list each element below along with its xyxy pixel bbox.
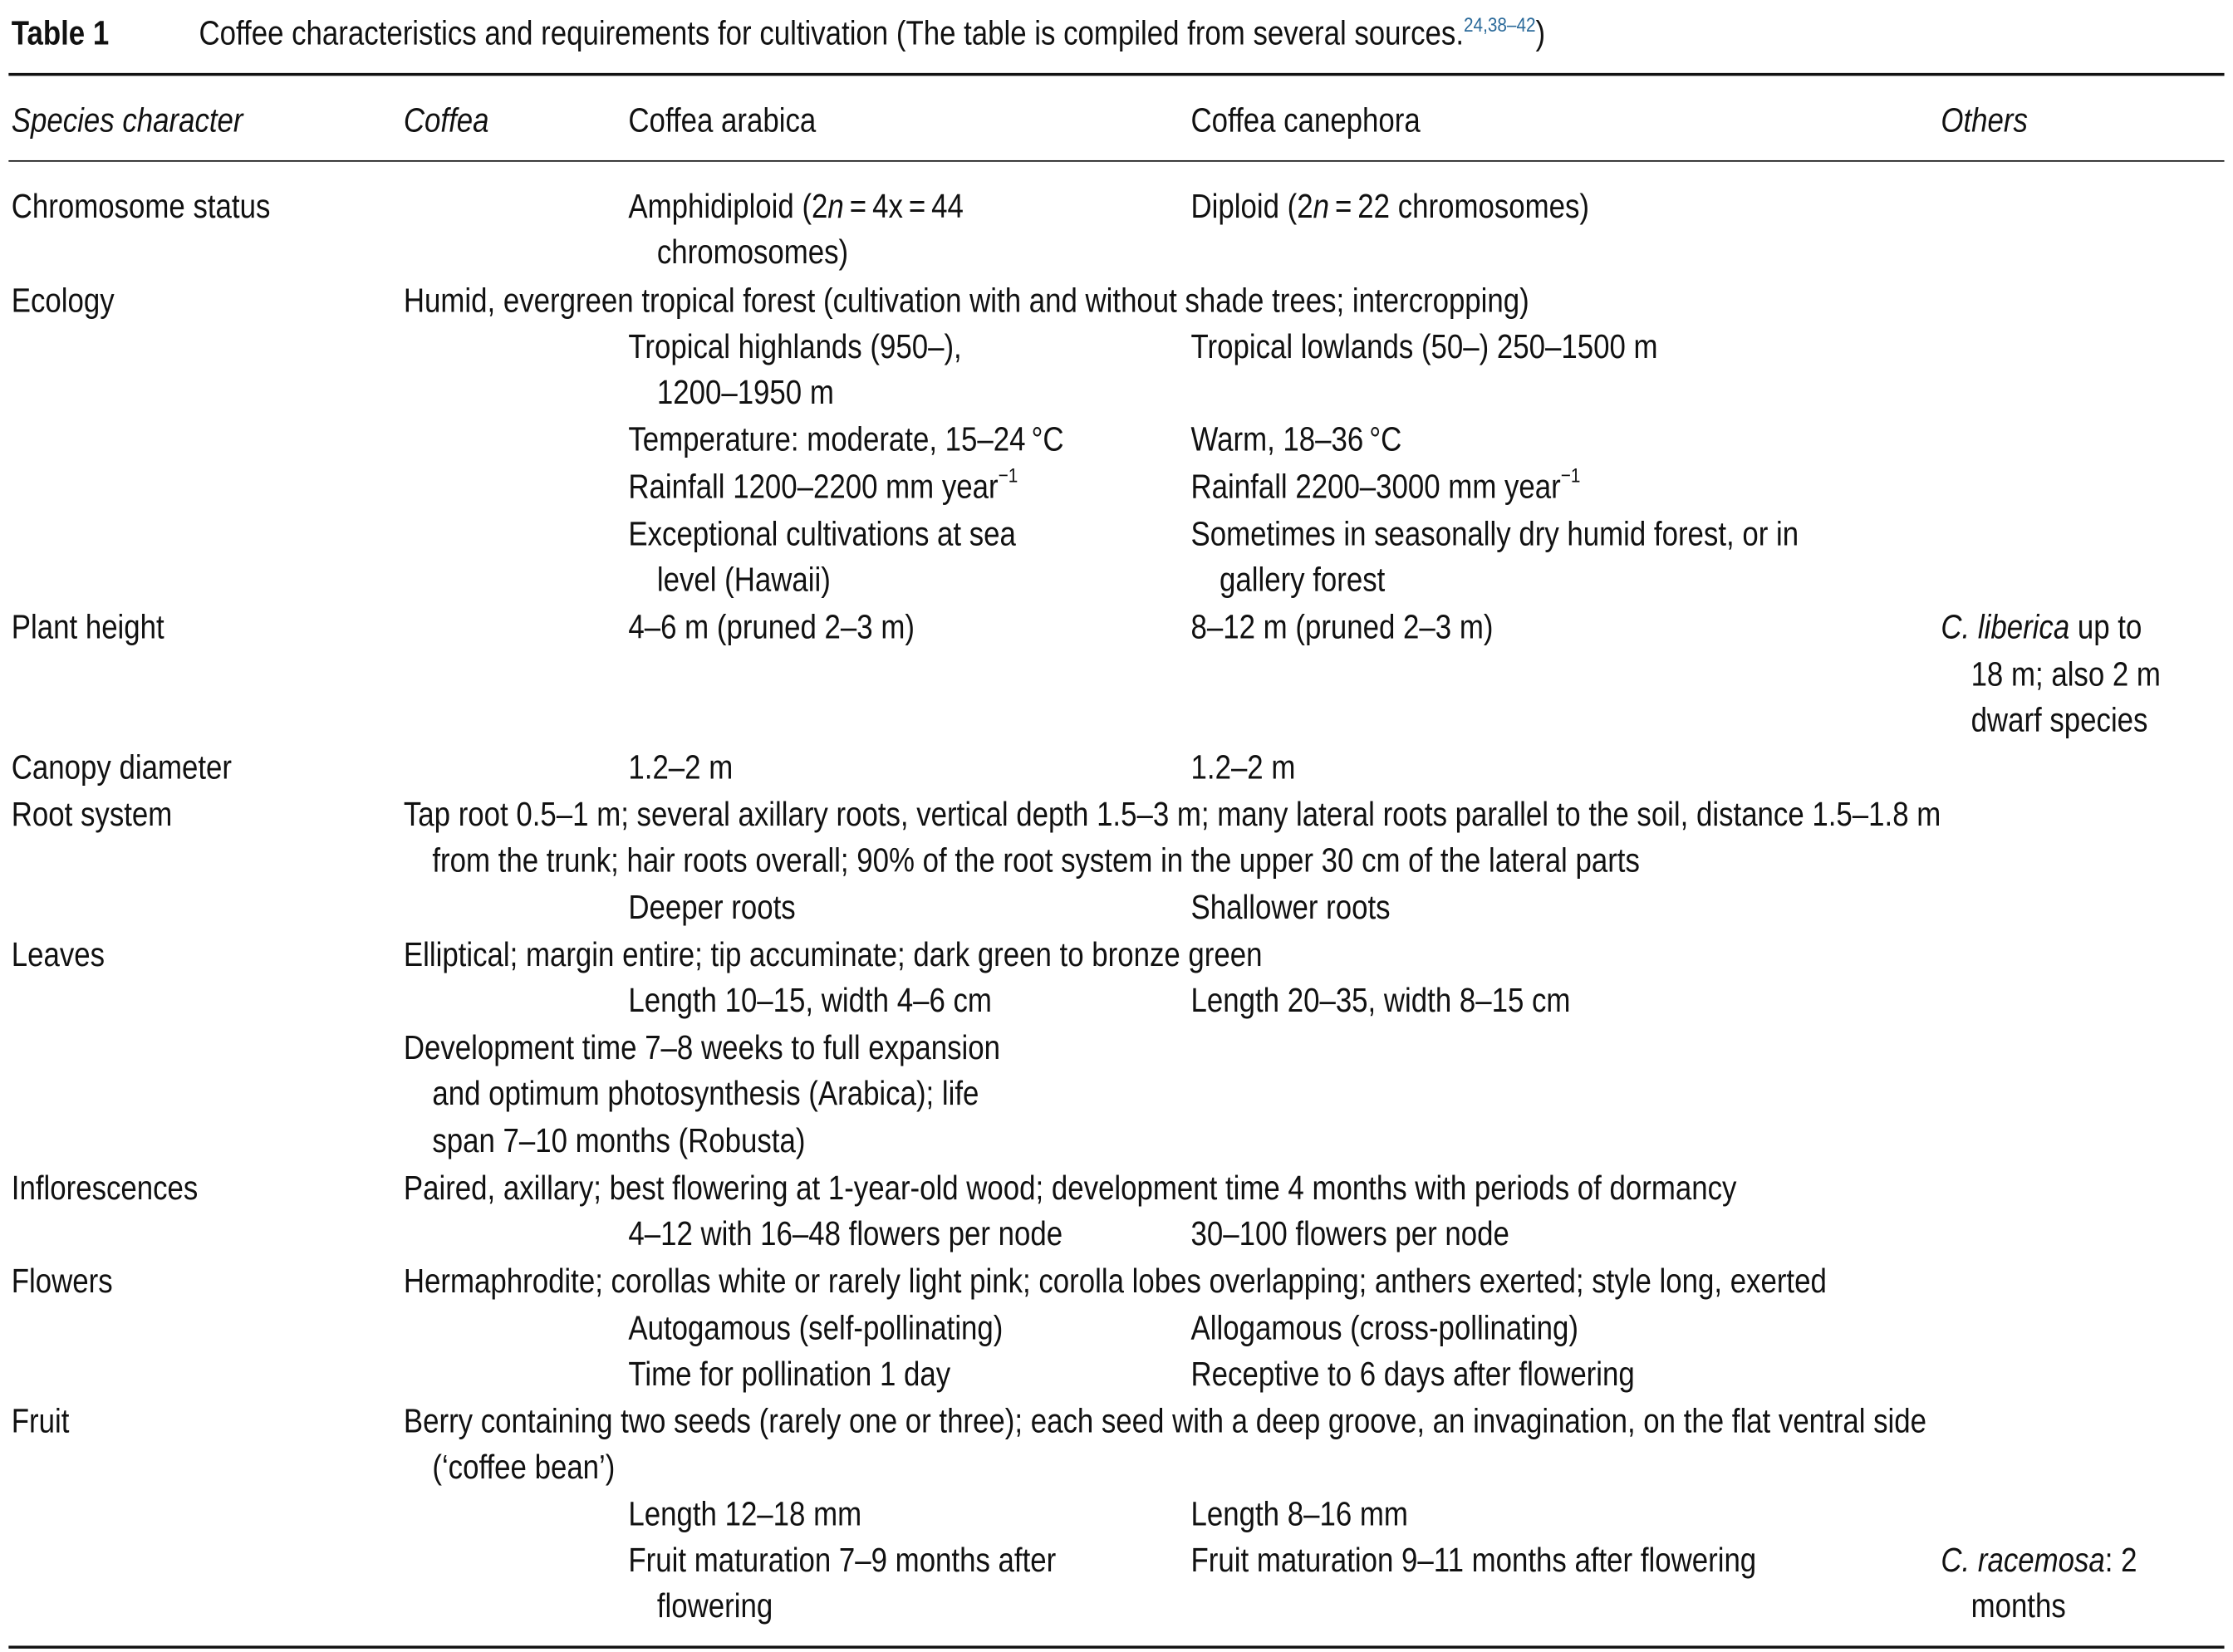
- header-coffea-arabica: Coffea arabica: [628, 101, 817, 140]
- caption-refs[interactable]: 24,38–42: [1464, 12, 1536, 37]
- leaves-development: Development time 7–8 weeks to full expansion: [403, 1028, 1001, 1066]
- fruit-shared-cont: (‘coffee bean’): [432, 1448, 616, 1486]
- root-shared-cont: from the trunk; hair roots overall; 90% of the root system in the upper 30 cm of the lateral parts: [432, 841, 1640, 879]
- header-species-character: Species character: [11, 101, 243, 140]
- leaves-arabica: Length 10–15, width 4–6 cm: [628, 981, 992, 1019]
- header-coffea: Coffea: [403, 101, 489, 140]
- header-others: Others: [1941, 101, 2028, 140]
- bottom-rule: [8, 1645, 2224, 1648]
- ecology-arabica-altitude-cont: 1200–1950 m: [656, 373, 834, 411]
- leaves-canephora: Length 20–35, width 8–15 cm: [1190, 981, 1571, 1019]
- ecology-canephora-forest: Sometimes in seasonally dry humid forest, or in: [1190, 515, 1799, 553]
- root-shared: Tap root 0.5–1 m; several axillary roots, vertical depth 1.5–3 m; many lateral roots parallel to the soil, distance 1.5–1.8 m: [403, 795, 1941, 833]
- height-others-cont-1: 18 m; also 2 m: [1970, 655, 2161, 693]
- flowers-shared: Hermaphrodite; corollas white or rarely light pink; corolla lobes overlapping; anthers exerted; style long, exerted: [403, 1262, 1827, 1300]
- row-label-fruit: Fruit: [11, 1402, 70, 1440]
- flowers-canephora-receptive: Receptive to 6 days after flowering: [1190, 1355, 1635, 1393]
- flowers-arabica-pollination: Autogamous (self-pollinating): [628, 1309, 1004, 1347]
- chromosome-canephora: Diploid (2n = 22 chromosomes): [1190, 187, 1589, 225]
- height-others-cont-2: dwarf species: [1970, 701, 2148, 739]
- header-coffea-canephora: Coffea canephora: [1190, 101, 1421, 140]
- row-label-inflorescences: Inflorescences: [11, 1169, 199, 1207]
- height-arabica: 4–6 m (pruned 2–3 m): [628, 608, 915, 646]
- inflorescences-arabica: 4–12 with 16–48 flowers per node: [628, 1214, 1063, 1252]
- ecology-arabica-exceptional-cont: level (Hawaii): [656, 561, 831, 599]
- table-caption: Coffee characteristics and requirements for cultivation (The table is compiled from several sources.$^{24,38-42}$): [199, 12, 1546, 52]
- chromosome-arabica-cont: chromosomes): [656, 233, 849, 271]
- fruit-arabica-length: Length 12–18 mm: [628, 1495, 862, 1533]
- ecology-arabica-altitude: Tropical highlands (950–),: [628, 327, 962, 365]
- ecology-canephora-temperature: Warm, 18–36 °C: [1190, 420, 1402, 458]
- table-label: Table 1: [11, 14, 110, 52]
- flowers-canephora-pollination: Allogamous (cross-pollinating): [1190, 1309, 1578, 1347]
- flowers-arabica-time: Time for pollination 1 day: [628, 1355, 951, 1393]
- fruit-others-cont: months: [1970, 1586, 2066, 1625]
- root-canephora: Shallower roots: [1190, 888, 1391, 926]
- row-label-flowers: Flowers: [11, 1262, 113, 1300]
- fruit-arabica-maturation-cont: flowering: [656, 1586, 773, 1625]
- ecology-canephora-rainfall: Rainfall 2200–3000 mm year$^{-1}$: [1190, 463, 1581, 506]
- row-label-chromosome-status: Chromosome status: [11, 187, 271, 225]
- row-label-ecology: Ecology: [11, 282, 115, 320]
- root-arabica: Deeper roots: [628, 888, 796, 926]
- inflorescences-shared: Paired, axillary; best flowering at 1-year-old wood; development time 4 months with periods of dormancy: [403, 1169, 1737, 1207]
- chromosome-arabica: Amphidiploid (2n = 4x = 44: [628, 187, 964, 225]
- header-rule: [8, 160, 2224, 162]
- leaves-development-cont-1: and optimum photosynthesis (Arabica); life: [432, 1074, 979, 1112]
- row-label-plant-height: Plant height: [11, 608, 164, 646]
- fruit-others: C. racemosa: 2: [1941, 1541, 2137, 1579]
- ecology-arabica-rainfall: Rainfall 1200–2200 mm year$^{-1}$: [628, 463, 1018, 506]
- height-others: C. liberica up to: [1941, 608, 2142, 646]
- inflorescences-canephora: 30–100 flowers per node: [1190, 1214, 1509, 1252]
- row-label-root-system: Root system: [11, 795, 173, 833]
- leaves-development-cont-2: span 7–10 months (Robusta): [432, 1121, 806, 1159]
- canopy-arabica: 1.2–2 m: [628, 748, 734, 786]
- canopy-canephora: 1.2–2 m: [1190, 748, 1296, 786]
- height-canephora: 8–12 m (pruned 2–3 m): [1190, 608, 1494, 646]
- fruit-canephora-maturation: Fruit maturation 9–11 months after flowering: [1190, 1541, 1757, 1579]
- ecology-arabica-temperature: Temperature: moderate, 15–24 °C: [628, 420, 1064, 458]
- fruit-shared: Berry containing two seeds (rarely one or three); each seed with a deep groove, an invagination, on the flat ventral side: [403, 1402, 1926, 1440]
- row-label-canopy-diameter: Canopy diameter: [11, 748, 232, 786]
- ecology-canephora-altitude: Tropical lowlands (50–) 250–1500 m: [1190, 327, 1658, 365]
- fruit-arabica-maturation: Fruit maturation 7–9 months after: [628, 1541, 1057, 1579]
- ecology-arabica-exceptional: Exceptional cultivations at sea: [628, 515, 1016, 553]
- ecology-canephora-forest-cont: gallery forest: [1219, 561, 1386, 599]
- ecology-shared: Humid, evergreen tropical forest (cultivation with and without shade trees; intercropping): [403, 282, 1529, 320]
- fruit-canephora-length: Length 8–16 mm: [1190, 1495, 1408, 1533]
- top-rule: [8, 73, 2224, 76]
- leaves-shared: Elliptical; margin entire; tip accuminate; dark green to bronze green: [403, 935, 1263, 973]
- row-label-leaves: Leaves: [11, 935, 106, 973]
